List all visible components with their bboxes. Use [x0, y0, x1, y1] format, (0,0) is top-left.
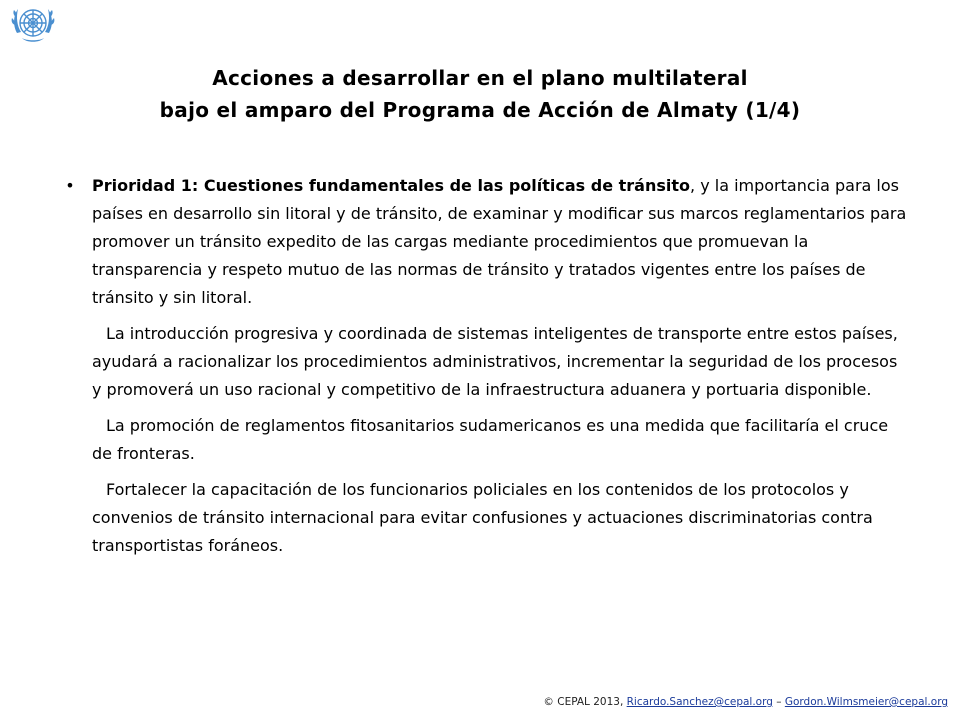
- bullet-item-priority-1: [60, 172, 910, 312]
- email-link-gordon[interactable]: Gordon.Wilmsmeier@cepal.org: [784, 696, 948, 708]
- slide-title: [60, 62, 900, 126]
- title-line-2: bajo el amparo del Programa de Acción de Almaty (1/4): [159, 98, 801, 122]
- slide-body: [60, 172, 910, 560]
- bullet-bold-text: Prioridad 1: Cuestiones fundamentales de las políticas de tránsito: [92, 176, 691, 195]
- footer-separator: –: [772, 696, 785, 708]
- paragraph-police-training: Fortalecer la capacitación de los funcionarios policiales en los contenidos de los protocolos y convenios de tránsito internacional para evitar confusiones y actuaciones discriminatorias contra transportistas foráneos.: [92, 480, 873, 555]
- paragraph-intelligent-transport: La introducción progresiva y coordinada de sistemas inteligentes de transporte entre estos países, ayudará a racionalizar los procedimientos administrativos, incrementar la seguridad de los procesos y promoverá un uso racional y competitivo de la infraestructura aduanera y portuaria disponible.: [92, 324, 898, 399]
- title-line-1: Acciones a desarrollar en el plano multilateral: [212, 66, 748, 90]
- footer: [543, 695, 948, 709]
- paragraph-phytosanitary: La promoción de reglamentos fitosanitarios sudamericanos es una medida que facilitaría el cruce de fronteras.: [92, 416, 889, 463]
- footer-copyright: © CEPAL 2013,: [543, 696, 627, 708]
- un-emblem-icon: [8, 0, 58, 50]
- bullet-icon: •: [65, 176, 75, 195]
- bullet-text: , y la importancia para los países en desarrollo sin litoral y de tránsito, de examinar y modificar sus marcos reglamentarios para promover un tránsito expedito de las cargas mediante procedimientos que promuevan la transparencia y respeto mutuo de las normas de tránsito y tratados vigentes entre los países de tránsito y sin litoral.: [92, 176, 907, 307]
- email-link-ricardo[interactable]: Ricardo.Sanchez@cepal.org: [626, 696, 773, 708]
